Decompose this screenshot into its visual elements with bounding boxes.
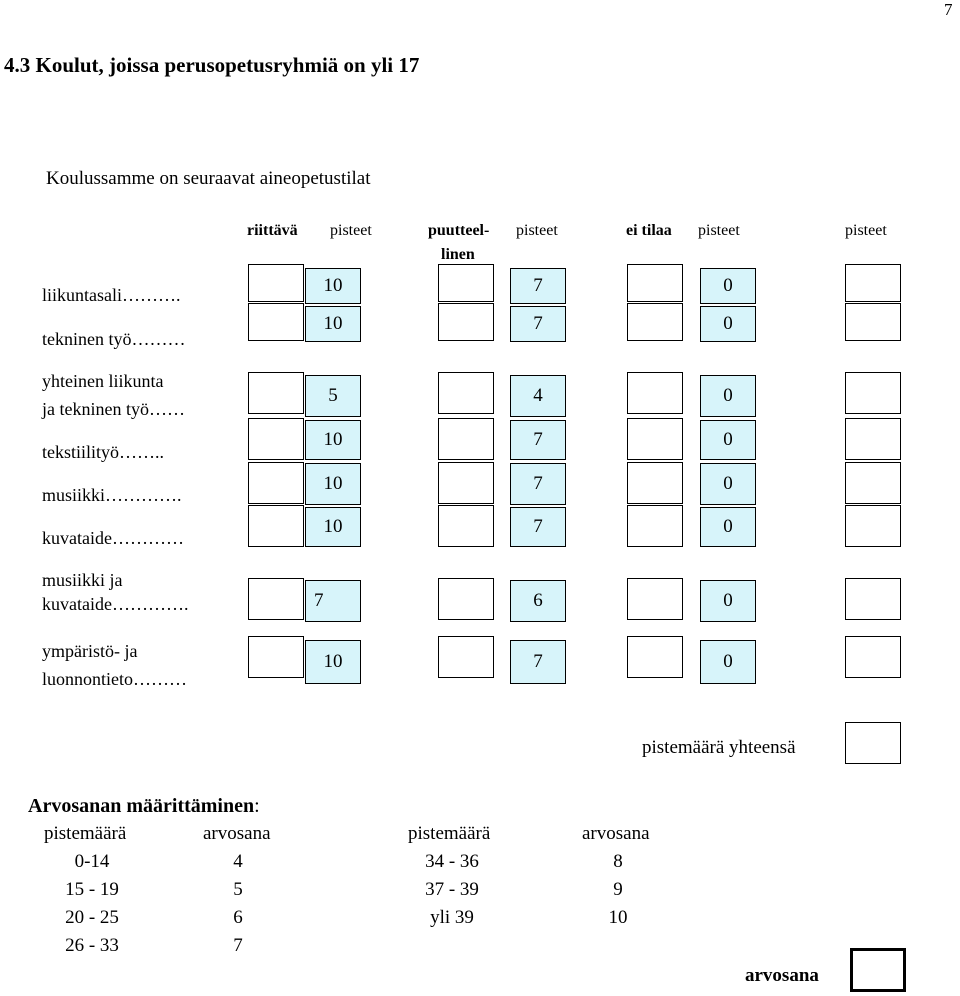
subtitle: Koulussamme on seuraavat aineopetustilat: [46, 168, 371, 189]
points-riittava: 10: [305, 507, 361, 547]
points-ei-tilaa: 0: [700, 420, 756, 460]
checkbox-riittava[interactable]: [248, 303, 304, 341]
grading-heading: Arvosanan määrittäminen:: [28, 795, 260, 817]
checkbox-riittava[interactable]: [248, 462, 304, 504]
final-grade-box[interactable]: [850, 948, 906, 992]
points-ei-tilaa: 0: [700, 507, 756, 547]
row-score-box[interactable]: [845, 303, 901, 341]
grading-col-header: pistemäärä: [44, 823, 127, 844]
row-label: yhteinen liikunta: [42, 371, 164, 391]
grade-value: 7: [233, 935, 243, 956]
checkbox-riittava[interactable]: [248, 372, 304, 414]
points-ei-tilaa: 0: [700, 640, 756, 684]
row-score-box[interactable]: [845, 264, 901, 302]
points-ei-tilaa: 0: [700, 580, 756, 622]
page-number: 7: [944, 0, 953, 19]
checkbox-ei-tilaa[interactable]: [627, 505, 683, 547]
header-ei-tilaa: ei tilaa: [626, 222, 672, 239]
grade-value: 5: [233, 879, 243, 900]
header-puutteellinen-1: puutteel-: [428, 222, 490, 239]
checkbox-riittava[interactable]: [248, 505, 304, 547]
checkbox-puutteellinen[interactable]: [438, 636, 494, 678]
points-riittava: 10: [305, 463, 361, 505]
checkbox-riittava[interactable]: [248, 636, 304, 678]
points-riittava: 10: [305, 268, 361, 304]
points-ei-tilaa: 0: [700, 306, 756, 342]
row-label: kuvataide…………: [42, 528, 184, 548]
header-pisteet-4: pisteet: [845, 222, 887, 239]
total-score-box[interactable]: [845, 722, 901, 764]
row-label-continued: kuvataide………….: [42, 594, 189, 614]
points-riittava: 7: [305, 580, 361, 622]
checkbox-puutteellinen[interactable]: [438, 418, 494, 460]
points-riittava: 10: [305, 306, 361, 342]
checkbox-puutteellinen[interactable]: [438, 462, 494, 504]
row-label-continued: luonnontieto………: [42, 669, 187, 689]
points-riittava: 10: [305, 640, 361, 684]
score-range: 37 - 39: [425, 879, 479, 900]
points-puutteellinen: 7: [510, 640, 566, 684]
points-puutteellinen: 6: [510, 580, 566, 622]
checkbox-riittava[interactable]: [248, 264, 304, 302]
checkbox-ei-tilaa[interactable]: [627, 578, 683, 620]
checkbox-puutteellinen[interactable]: [438, 303, 494, 341]
score-range: 0-14: [74, 851, 110, 872]
points-puutteellinen: 7: [510, 507, 566, 547]
points-puutteellinen: 7: [510, 306, 566, 342]
points-riittava: 10: [305, 420, 361, 460]
grading-col-header: pistemäärä: [408, 823, 491, 844]
points-ei-tilaa: 0: [700, 375, 756, 417]
score-range: 26 - 33: [65, 935, 119, 956]
header-pisteet-3: pisteet: [698, 222, 740, 239]
row-label: tekninen työ………: [42, 329, 186, 349]
grading-col-header: arvosana: [203, 823, 271, 844]
row-label-continued: ja tekninen työ……: [42, 399, 185, 419]
row-label: tekstiilityö……..: [42, 442, 165, 462]
checkbox-ei-tilaa[interactable]: [627, 462, 683, 504]
score-range: 20 - 25: [65, 907, 119, 928]
row-label: musiikki………….: [42, 485, 182, 505]
header-pisteet-1: pisteet: [330, 222, 372, 239]
points-puutteellinen: 7: [510, 268, 566, 304]
score-range: 34 - 36: [425, 851, 479, 872]
row-score-box[interactable]: [845, 462, 901, 504]
row-score-box[interactable]: [845, 372, 901, 414]
row-label: musiikki ja: [42, 570, 123, 590]
row-score-box[interactable]: [845, 505, 901, 547]
row-score-box[interactable]: [845, 578, 901, 620]
checkbox-puutteellinen[interactable]: [438, 578, 494, 620]
final-grade-label: arvosana: [745, 965, 819, 986]
grade-value: 4: [233, 851, 243, 872]
header-riittava: riittävä: [247, 222, 298, 239]
checkbox-puutteellinen[interactable]: [438, 505, 494, 547]
row-label: liikuntasali……….: [42, 285, 181, 305]
points-ei-tilaa: 0: [700, 463, 756, 505]
checkbox-ei-tilaa[interactable]: [627, 303, 683, 341]
checkbox-ei-tilaa[interactable]: [627, 636, 683, 678]
header-pisteet-2: pisteet: [516, 222, 558, 239]
grade-value: 8: [613, 851, 623, 872]
checkbox-puutteellinen[interactable]: [438, 264, 494, 302]
checkbox-puutteellinen[interactable]: [438, 372, 494, 414]
points-puutteellinen: 7: [510, 420, 566, 460]
checkbox-ei-tilaa[interactable]: [627, 372, 683, 414]
points-puutteellinen: 7: [510, 463, 566, 505]
header-puutteellinen-2: linen: [441, 246, 475, 263]
total-score-label: pistemäärä yhteensä: [642, 737, 796, 758]
grade-value: 9: [613, 879, 623, 900]
score-range: 15 - 19: [65, 879, 119, 900]
checkbox-ei-tilaa[interactable]: [627, 418, 683, 460]
grading-col-header: arvosana: [582, 823, 650, 844]
row-score-box[interactable]: [845, 418, 901, 460]
grade-value: 10: [608, 907, 628, 928]
checkbox-ei-tilaa[interactable]: [627, 264, 683, 302]
score-range: yli 39: [430, 907, 474, 928]
row-label: ympäristö- ja: [42, 641, 138, 661]
grade-value: 6: [233, 907, 243, 928]
checkbox-riittava[interactable]: [248, 418, 304, 460]
checkbox-riittava[interactable]: [248, 578, 304, 620]
row-score-box[interactable]: [845, 636, 901, 678]
section-title: 4.3 Koulut, joissa perusopetusryhmiä on yli 17: [4, 53, 420, 77]
points-puutteellinen: 4: [510, 375, 566, 417]
points-riittava: 5: [305, 375, 361, 417]
points-ei-tilaa: 0: [700, 268, 756, 304]
